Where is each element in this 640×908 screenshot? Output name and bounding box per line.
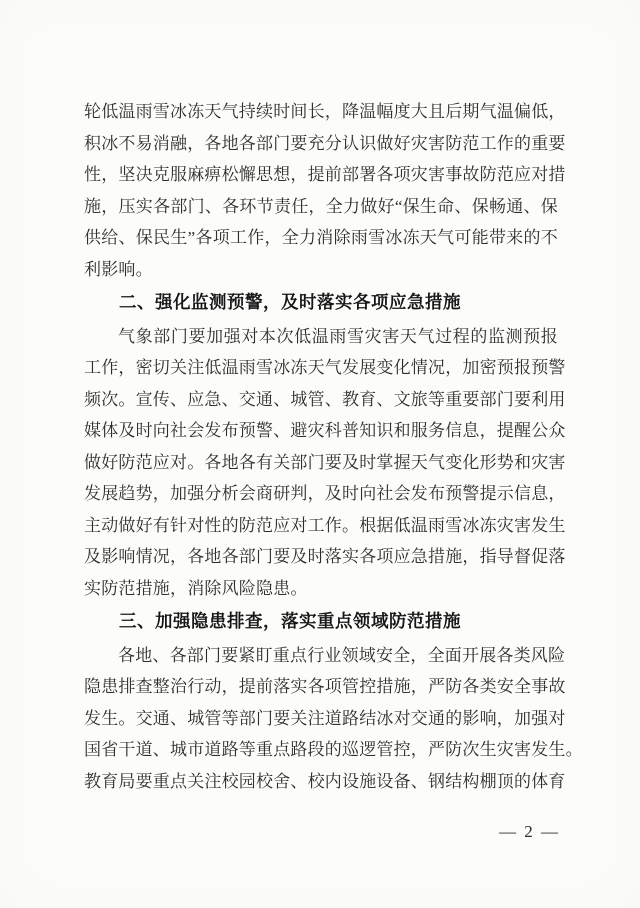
text-line: 国省干道、城市道路等重点路段的巡逻管控，严防次生灾害发生。 [84,740,583,759]
text-line: 性，坚决克服麻痹松懈思想，提前部署各项灾害事故防范应对措 [84,165,566,184]
text-line: 及影响情况，各地各部门要及时落实各项应急措施，指导督促落 [84,547,566,566]
text-line: 气象部门要加强对本次低温雨雪灾害天气过程的监测预报 [118,326,558,346]
text-line: 频次。宣传、应急、交通、城管、教育、文旅等重要部门要利用 [84,389,566,409]
text-line: 隐患排查整治行动，提前落实各项管控措施，严防各类安全事故 [84,677,566,696]
text-line: 供给、保民生”各项工作，全力消除雨雪冰冻天气可能带来的不 [84,228,558,247]
text-line: 施，压实各部门、各环节责任，全力做好“保生命、保畅通、保 [84,196,558,216]
text-line: 发展趋势，加强分析会商研判，及时向社会发布预警提示信息， [84,484,566,503]
text-line: 发生。交通、城管等部门要关注道路结冰对交通的影响，加强对 [84,708,566,728]
section-heading: 三、加强隐患排查，落实重点领域防范措施 [119,611,461,631]
text-line: 工作，密切关注低温雨雪冰冻天气发展变化情况，加密预报预警 [84,358,566,377]
text-line: 利影响。 [84,259,153,279]
document-body [84,96,583,797]
text-line: 各地、各部门要紧盯重点行业领域安全，全面开展各类风险 [118,645,566,665]
text-line: 主动做好有针对性的防范应对工作。根据低温雨雪冰冻灾害发生 [84,515,566,535]
text-line: 教育局要重点关注校园校舍、校内设施设备、钢结构棚顶的体育 [84,771,566,791]
text-line: 做好防范应对。各地各有关部门要及时掌握天气变化形势和灾害 [84,452,566,472]
page-number: — 2 — [499,822,560,841]
text-line: 轮低温雨雪冰冻天气持续时间长，降温幅度大且后期气温偏低， [84,102,566,121]
text-line: 实防范措施，消除风险隐患。 [84,578,308,598]
text-line: 积冰不易消融，各地各部门要充分认识做好灾害防范工作的重要 [84,133,566,153]
text-line: 媒体及时向社会发布预警、避灾科普知识和服务信息，提醒公众 [84,421,566,440]
section-heading: 二、强化监测预警，及时落实各项应急措施 [119,292,461,312]
